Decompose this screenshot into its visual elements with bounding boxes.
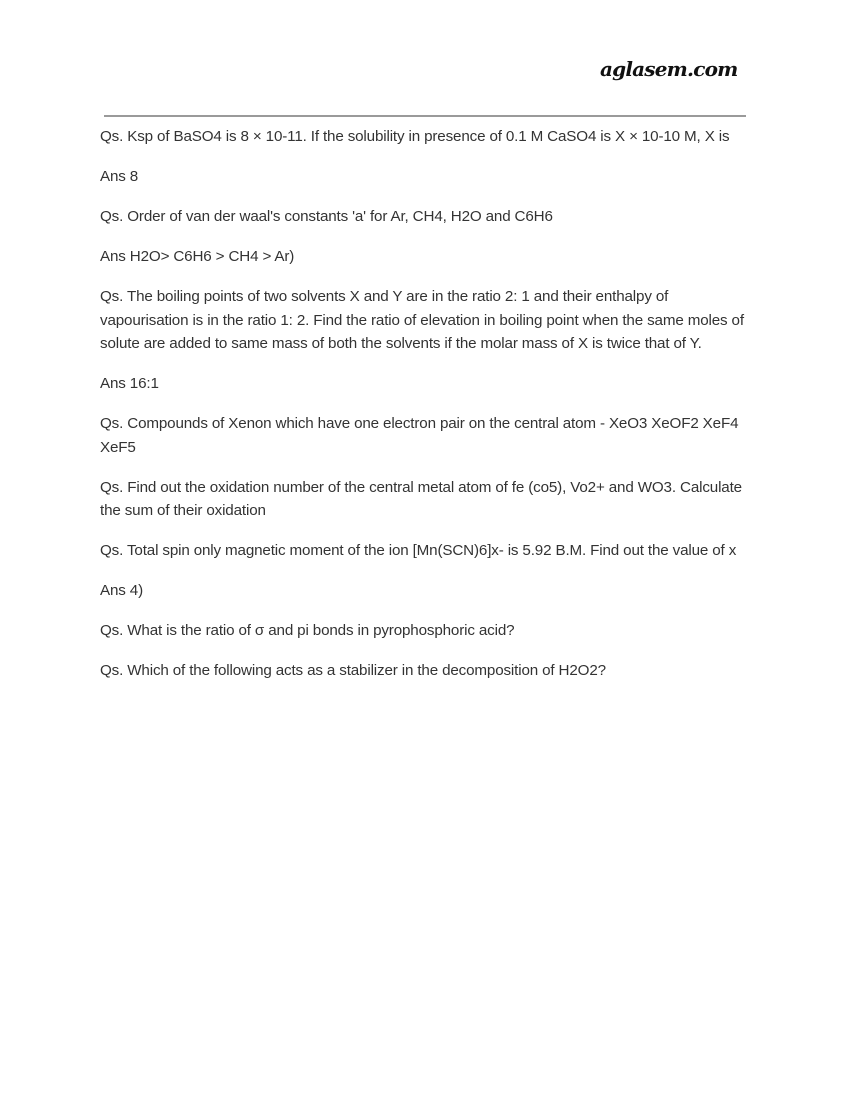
answer-paragraph: Ans 16:1: [100, 375, 159, 392]
question-paragraph: Qs. Total spin only magnetic moment of the ion [Mn(SCN)6]x- is 5.92 B.M. Find out the value of x: [100, 542, 737, 559]
header-divider: [104, 115, 746, 117]
answer-paragraph: Ans 4): [100, 582, 143, 599]
aglasem-logo: aglasem.com: [600, 57, 738, 81]
answer-paragraph: Ans 8: [100, 168, 139, 185]
question-paragraph: Qs. Order of van der waal's constants 'a' for Ar, CH4, H2O and C6H6: [100, 208, 553, 225]
question-paragraph: Qs. Which of the following acts as a stabilizer in the decomposition of H2O2?: [100, 662, 606, 679]
question-paragraph: Qs. Compounds of Xenon which have one electron pair on the central atom - XeO3 XeOF2 XeF4 XeF5: [100, 415, 739, 456]
answer-paragraph: Ans H2O> C6H6 > CH4 > Ar): [100, 248, 295, 265]
document-body: [100, 125, 752, 699]
question-paragraph: Qs. Find out the oxidation number of the central metal atom of fe (co5), Vo2+ and WO3. Calculate the sum of their oxidation: [100, 478, 742, 519]
question-paragraph: Qs. The boiling points of two solvents X and Y are in the ratio 2: 1 and their enthalpy of vapourisation is in the ratio 1: 2. Find the ratio of elevation in boiling point when the same moles of solute are added to same mass of both the solvents if the molar mass of X is twice that of Y.: [100, 288, 744, 352]
question-paragraph: Qs. Ksp of BaSO4 is 8 × 10-11. If the solubility in presence of 0.1 M CaSO4 is X × 10-10 M, X is: [100, 128, 730, 145]
question-paragraph: Qs. What is the ratio of σ and pi bonds in pyrophosphoric acid?: [100, 622, 515, 639]
